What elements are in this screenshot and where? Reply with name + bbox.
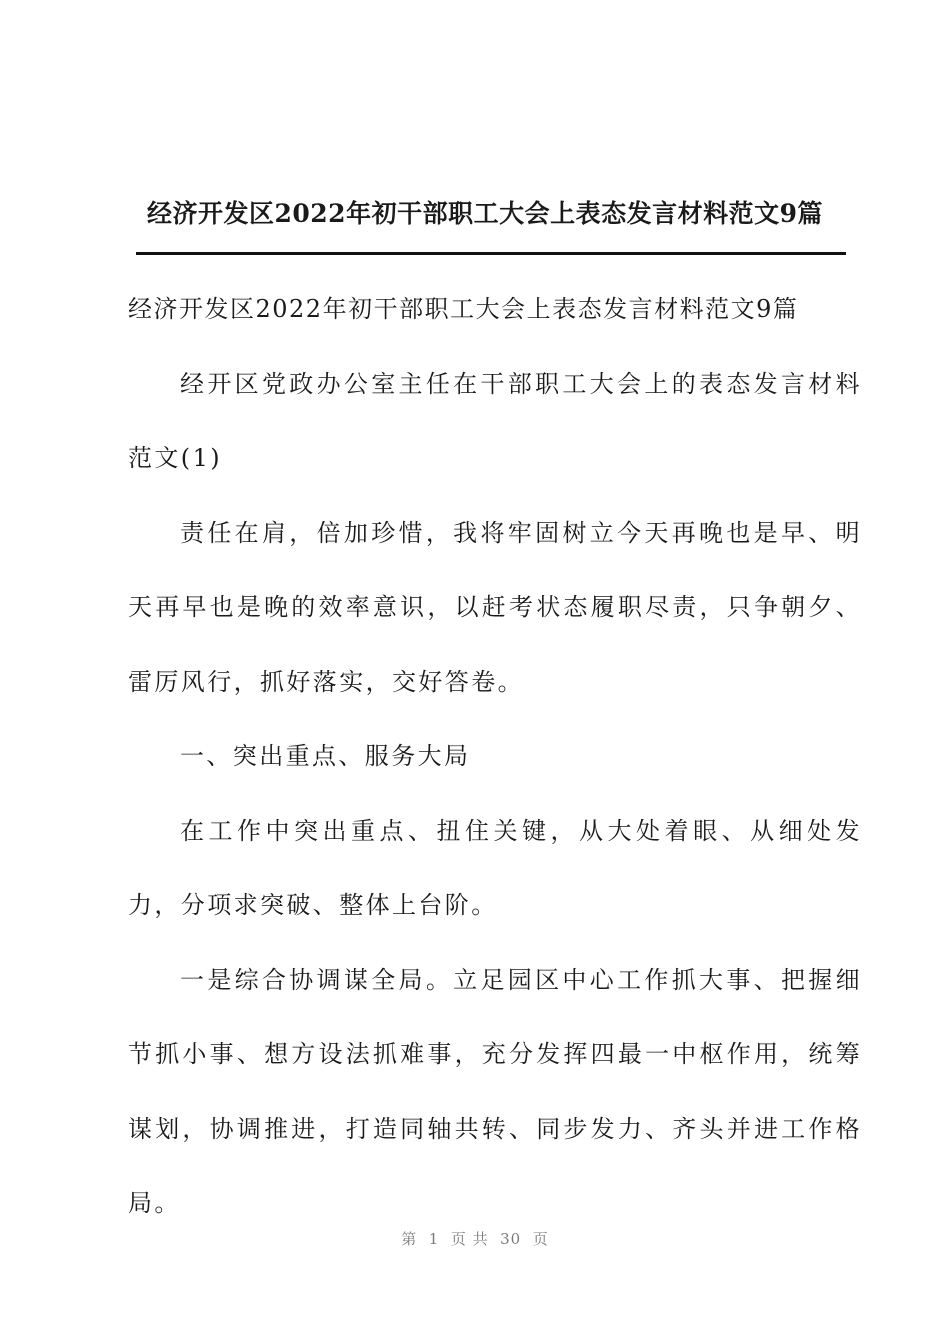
document-body: [128, 272, 862, 1241]
document-title: 经济开发区2022年初干部职工大会上表态发言材料范文9篇: [147, 199, 823, 228]
intro-paragraph: 责任在肩，倍加珍惜，我将牢固树立今天再晚也是早、明天再早也是晚的效率意识，以赶考状态履职尽责，只争朝夕、雷厉风行，抓好落实，交好答卷。: [128, 518, 862, 696]
point-paragraph: 一是综合协调谋全局。立足园区中心工作抓大事、把握细节抓小事、想方设法抓难事，充分发挥四最一中枢作用，统筹谋划，协调推进，打造同轴共转、同步发力、齐头并进工作格局。: [128, 965, 862, 1217]
section-paragraph: 在工作中突出重点、扭住关键，从大处着眼、从细处发力，分项求突破、整体上台阶。: [128, 816, 862, 919]
section-heading: 一、突出重点、服务大局: [180, 742, 471, 770]
section-subtitle: 经开区党政办公室主任在干部职工大会上的表态发言材料范文(1): [128, 369, 862, 472]
body-heading: 经济开发区2022年初干部职工大会上表态发言材料范文9篇: [128, 295, 799, 323]
page-number-footer: 第 1 页 共 30 页: [401, 1230, 549, 1248]
title-divider: [136, 252, 846, 255]
